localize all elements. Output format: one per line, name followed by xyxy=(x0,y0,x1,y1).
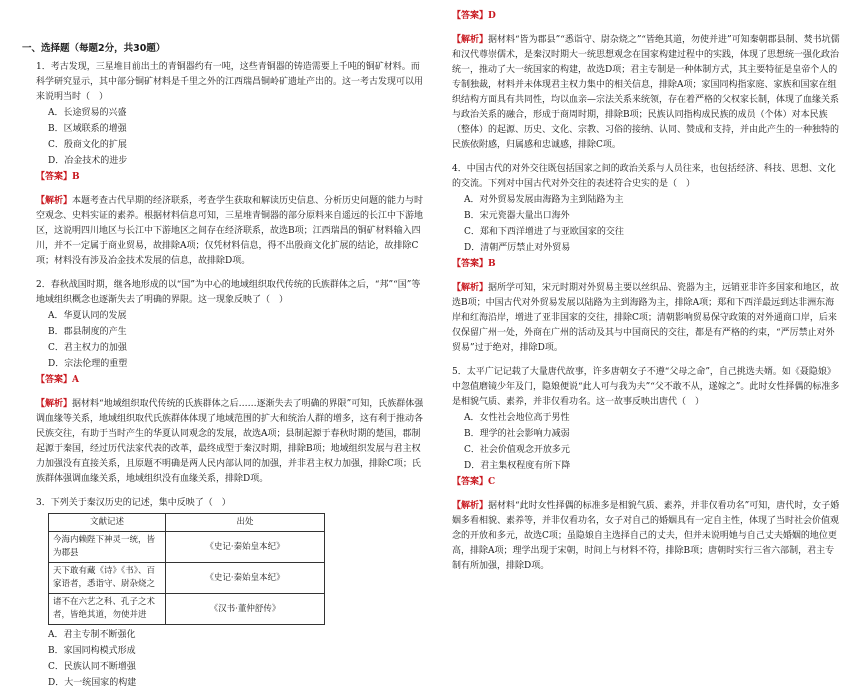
table-header: 文献记述 xyxy=(49,514,166,532)
question-3 xyxy=(22,496,426,691)
table-cell: 天下敢有藏《诗》《书》、百家语者，悉诣守、尉杂烧之 xyxy=(49,563,166,594)
option-b[interactable]: B．宋元瓷器大量出口海外 xyxy=(464,211,570,221)
option-b[interactable]: B．理学的社会影响力减弱 xyxy=(464,429,570,439)
answer-line xyxy=(22,169,426,185)
table-cell: 《史记·秦始皇本纪》 xyxy=(166,532,325,563)
question-2 xyxy=(22,278,426,487)
explanation xyxy=(438,281,842,356)
option-b[interactable]: B．家国同构模式形成 xyxy=(48,646,136,656)
explanation-label: 【解析】 xyxy=(452,501,489,511)
answer-value: B xyxy=(72,172,80,182)
section-title: 一、选择题（每题2分，共30题） xyxy=(22,43,166,54)
question-options xyxy=(438,192,842,256)
question-5 xyxy=(438,365,842,574)
option-d[interactable]: D．大一统国家的构建 xyxy=(48,678,137,688)
option-a[interactable]: A．君主专制不断强化 xyxy=(48,630,136,640)
explanation xyxy=(22,397,426,487)
answer-value: A xyxy=(72,375,79,385)
question-stem: 3．下列关于秦汉历史的记述，集中反映了（ ） xyxy=(36,498,231,508)
table-header: 出处 xyxy=(166,514,325,532)
answer-label: 【答案】 xyxy=(452,477,489,487)
explanation-text: 据材料“皆为郡县”“悉诣守、尉杂烧之”“皆绝其道，勿使并进”可知秦朝郡县制、焚书坑儒和汉代尊崇儒术，是秦汉时期大一统思想观念在国家构建过程中的实践，体现了思想统一强化政治统一，推动了大一统国家的构建，故选D项；君主专制是一种体制方式，其主要特征是皇帝个人的专制独裁，材料并未体现君主权力集中的相关信息，排除A项；家国同构指家庭、家族和国家在组织结构方面具有共同性，均以血亲—宗法关系来统领，存在着严格的父权家长制，体现了血缘关系与政治关系的融合，形成于商周时期，排除B项；民族认同指构成民族的成员（个体）对本民族（整体）的起源、历史、文化、宗教、习俗的接纳、认同、赞成和支持，并由此产生的一种独特的民族依附感，归属感和忠诚感，排除C项。 xyxy=(452,35,840,150)
answer-label: 【答案】 xyxy=(452,259,489,269)
option-a[interactable]: A．华夏认同的发展 xyxy=(48,311,127,321)
explanation-label: 【解析】 xyxy=(36,196,73,206)
answer-label: 【答案】 xyxy=(452,11,489,21)
explanation xyxy=(438,499,842,574)
answer-line xyxy=(438,8,842,24)
option-a[interactable]: A．女性社会地位高于男性 xyxy=(464,413,570,423)
option-b[interactable]: B．区域联系的增强 xyxy=(48,124,127,134)
option-a[interactable]: A．长途贸易的兴盛 xyxy=(48,108,127,118)
table-cell: 《汉书·董仲舒传》 xyxy=(166,594,325,625)
explanation xyxy=(438,33,842,153)
explanation-label: 【解析】 xyxy=(36,399,73,409)
option-b[interactable]: B．郡县制度的产生 xyxy=(48,327,127,337)
answer-value: D xyxy=(488,11,496,21)
question-options xyxy=(22,627,426,691)
table-row xyxy=(49,594,325,625)
option-c[interactable]: C．君主权力的加强 xyxy=(48,343,127,353)
right-column xyxy=(438,8,842,616)
question-stem: 4．中国古代的对外交往既包括国家之间的政治关系与人员往来，也包括经济、科技、思想、文化的交流。下列对中国古代对外交往的表述符合史实的是（ ） xyxy=(452,164,836,189)
answer-label: 【答案】 xyxy=(36,172,73,182)
question-stem: 2．春秋战国时期，继各地形成的以“国”为中心的地域组织取代传统的氏族群体之后，“邦”“国”等地域组织概念也逐渐失去了明确的界限。这一现象反映了（ ） xyxy=(36,280,421,305)
answer-line xyxy=(22,372,426,388)
answer-line xyxy=(438,256,842,272)
option-c[interactable]: C．殷商文化的扩展 xyxy=(48,140,127,150)
table-cell: 诸不在六艺之科、孔子之术者，皆绝其道，勿使并进 xyxy=(49,594,166,625)
explanation-text: 据材料“地域组织取代传统的氏族群体之后……逐渐失去了明确的界限”可知，氏族群体强调血缘等关系，地域组织取代氏族群体体现了地域范围的扩大和统治人群的增多，这有利于推动各民族交往，有助于当时产生的华夏认同观念的发展，故选A项；县制起源于春秋时期的楚国，郡制起源于秦国，经过历代法家代表的改革，最终成型于秦汉时期，排除B项；地域组织发展与君主权力加强没有直接关系，且原题不明确是两人民内部认同的加强，并非君主权力加强，排除C项；氏族群体强调血缘关系，地域组织没有血缘关系，排除D项。 xyxy=(36,399,424,484)
question-1 xyxy=(22,60,426,269)
explanation-label: 【解析】 xyxy=(452,283,489,293)
explanation-text: 据材料“此时女性择偶的标准多是相貌气质、素养，并非仅看功名”可知，唐代时，女子婚姻多看相貌、素养等，并非仅看功名，女子对自己的婚姻具有一定自主性，体现了当时社会价值观念的开放和多元，故选C项；虽隐娘自主选择自己的丈夫，但并未说明她与自己丈夫婚姻的地位更高，排除A项；理学出现于宋朝，时间上与材料不符，排除B项；唐朝时实行三省六部制，君主专制有所加强，排除D项。 xyxy=(452,501,840,571)
answer-label: 【答案】 xyxy=(36,375,73,385)
left-column xyxy=(22,40,426,688)
answer-value: B xyxy=(488,259,496,269)
answer-value: C xyxy=(488,477,496,487)
option-c[interactable]: C．社会价值观念开放多元 xyxy=(464,445,570,455)
option-c[interactable]: C．民族认同不断增强 xyxy=(48,662,136,672)
table-cell: 《史记·秦始皇本纪》 xyxy=(166,563,325,594)
question-options xyxy=(22,105,426,169)
table-row xyxy=(49,563,325,594)
question-options xyxy=(438,410,842,474)
table-header-row xyxy=(49,514,325,532)
explanation-text: 据所学可知，宋元时期对外贸易主要以丝织品、瓷器为主，远销亚非许多国家和地区，故选B项；中国古代对外贸易发展以陆路为主到海路为主，排除A项；郑和下西洋最远到达非洲东海岸和红海沿岸，增进了亚非国家的交往，排除C项；清朝影响贸易保守政策的对外通商口岸，后来仅保留广州一处，外商在广州的活动及其与中国商民的交往，都是有严格的约束，“严厉禁止对外贸易”过于绝对，排除D项。 xyxy=(452,283,840,353)
question-options xyxy=(22,308,426,372)
explanation-text: 本题考查古代早期的经济联系，考查学生获取和解读历史信息、分析历史问题的能力与时空观念、史料实证的素养。根据材料信息可知，三星堆青铜器的部分原料来自遥远的长江中下游地区，这说明四川地区与长江中下游地区之间存在经济联系，故选B项；江西瑞昌的铜矿材料输入四川，并不一定属于商业贸易，故排除A项；仅凭材料信息，得不出殷商文化扩展的结论，故排除C项；材料没有涉及冶金技术发展的信息，故排除D项。 xyxy=(36,196,424,266)
table-row xyxy=(49,532,325,563)
option-d[interactable]: D．清朝严厉禁止对外贸易 xyxy=(464,243,571,253)
question-4 xyxy=(438,162,842,356)
question-stem: 5．太平广记记载了大量唐代故事，许多唐朝女子不遵“父母之命”，自己挑选夫婿。如《聂隐娘》中忽值磨镜少年及门，隐娘便说“此人可与我为夫”“父不敢不从，遂嫁之”。此时女性择偶的标准多是相貌气质、素养，并非仅看功名。这一故事反映出唐代（ ） xyxy=(452,367,840,407)
option-d[interactable]: D．君主集权程度有所下降 xyxy=(464,461,571,471)
answer-line xyxy=(438,474,842,490)
option-a[interactable]: A．对外贸易发展由海路为主到陆路为主 xyxy=(464,195,624,205)
source-table xyxy=(48,513,325,625)
explanation xyxy=(22,194,426,269)
table-cell: 今海内赖陛下神灵一统，皆为郡县 xyxy=(49,532,166,563)
question-stem: 1．考古发现，三星堆目前出土的青铜器约有一吨，这些青铜器的铸造需要上千吨的铜矿材料。而科学研究显示，其中部分铜矿材料是千里之外的江西瑞昌铜岭矿遗址产出的。这一考古发现可以用来说明当时（ ） xyxy=(36,62,424,102)
option-d[interactable]: D．宗法伦理的重塑 xyxy=(48,359,128,369)
option-c[interactable]: C．郑和下西洋增进了与亚欧国家的交往 xyxy=(464,227,624,237)
explanation-label: 【解析】 xyxy=(452,35,489,45)
option-d[interactable]: D．冶金技术的进步 xyxy=(48,156,128,166)
